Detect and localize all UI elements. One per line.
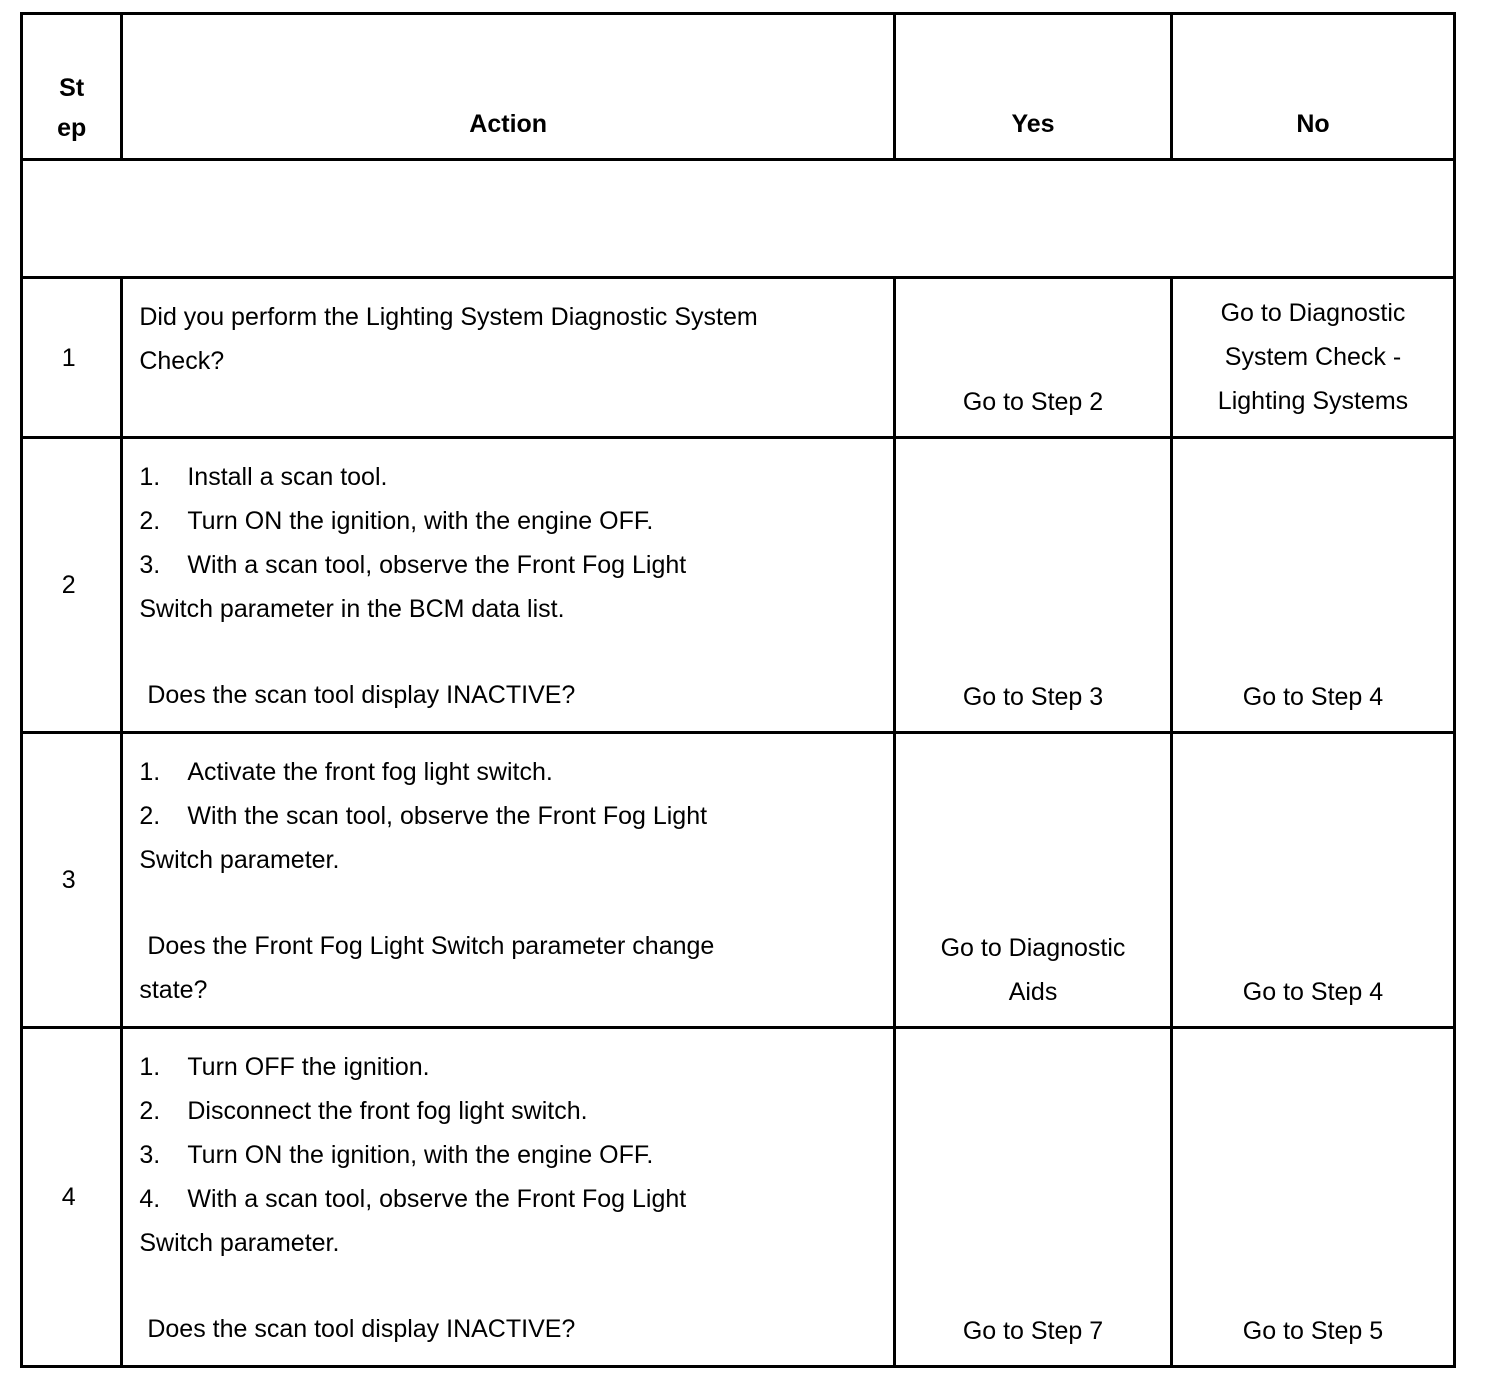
no-result-line: Go to Diagnostic [1220, 299, 1406, 327]
header-row [22, 14, 1455, 160]
continuation-text: Switch parameter in the BCM data list. [139, 595, 565, 623]
list-item-number: 2. [139, 507, 161, 535]
step-header-line2: ep [57, 114, 87, 142]
step-number: 1 [22, 278, 122, 438]
action-text: Check? [139, 347, 225, 375]
action-cell [122, 1028, 895, 1367]
list-item [139, 750, 873, 794]
no-result [1171, 278, 1454, 438]
list-item [139, 1045, 873, 1089]
list-item-text: Turn ON the ignition, with the engine OFF. [187, 1141, 654, 1169]
table-row [22, 438, 1455, 733]
list-item-text: With a scan tool, observe the Front Fog Light [187, 1185, 687, 1213]
list-item-text: Turn ON the ignition, with the engine OFF. [187, 507, 654, 535]
table-row [22, 1028, 1455, 1367]
step-header [22, 14, 122, 160]
list-item [139, 543, 873, 587]
question-text: Does the Front Fog Light Switch parameter change [147, 932, 715, 960]
yes-result: Go to Step 7 [895, 1028, 1172, 1367]
list-item [139, 1133, 873, 1177]
no-result: Go to Step 4 [1171, 733, 1454, 1028]
action-cell [122, 278, 895, 438]
list-item-text: Install a scan tool. [187, 463, 388, 491]
yes-result-line: Aids [1008, 978, 1058, 1006]
list-item [139, 794, 873, 838]
list-item-text: Turn OFF the ignition. [187, 1053, 430, 1081]
question-text: Does the scan tool display INACTIVE? [147, 681, 576, 709]
list-item-number: 1. [139, 1053, 161, 1081]
step-header-line1: St [59, 74, 85, 102]
list-item-text: With a scan tool, observe the Front Fog Light [187, 551, 687, 579]
question-text-continued: state? [139, 976, 208, 1004]
list-item-number: 3. [139, 551, 161, 579]
blank-row [22, 160, 1455, 278]
no-result: Go to Step 4 [1171, 438, 1454, 733]
list-item-number: 2. [139, 1097, 161, 1125]
action-cell [122, 438, 895, 733]
step-number: 3 [22, 733, 122, 1028]
table-row [22, 278, 1455, 438]
list-item [139, 1177, 873, 1221]
list-item-number: 1. [139, 463, 161, 491]
continuation-text: Switch parameter. [139, 1229, 340, 1257]
action-cell [122, 733, 895, 1028]
list-item-number: 2. [139, 802, 161, 830]
list-item-text: Activate the front fog light switch. [187, 758, 553, 786]
list-item-number: 1. [139, 758, 161, 786]
question-text: Does the scan tool display INACTIVE? [147, 1315, 576, 1343]
diagnostic-table [20, 12, 1456, 1368]
yes-result: Go to Step 3 [895, 438, 1172, 733]
yes-header: Yes [895, 14, 1172, 160]
no-result: Go to Step 5 [1171, 1028, 1454, 1367]
yes-result-line: Go to Diagnostic [940, 934, 1126, 962]
continuation-text: Switch parameter. [139, 846, 340, 874]
action-header: Action [122, 14, 895, 160]
yes-result [895, 733, 1172, 1028]
action-text: Did you perform the Lighting System Diagnostic System [139, 303, 758, 331]
step-number: 4 [22, 1028, 122, 1367]
list-item [139, 455, 873, 499]
step-number: 2 [22, 438, 122, 733]
list-item-number: 3. [139, 1141, 161, 1169]
list-item [139, 1089, 873, 1133]
yes-result: Go to Step 2 [895, 278, 1172, 438]
no-result-line: System Check - [1224, 343, 1402, 371]
table-row [22, 733, 1455, 1028]
no-result-line: Lighting Systems [1217, 387, 1409, 415]
list-item [139, 499, 873, 543]
list-item-text: With the scan tool, observe the Front Fog Light [187, 802, 708, 830]
list-item-number: 4. [139, 1185, 161, 1213]
no-header: No [1171, 14, 1454, 160]
blank-cell [22, 160, 1455, 278]
list-item-text: Disconnect the front fog light switch. [187, 1097, 588, 1125]
